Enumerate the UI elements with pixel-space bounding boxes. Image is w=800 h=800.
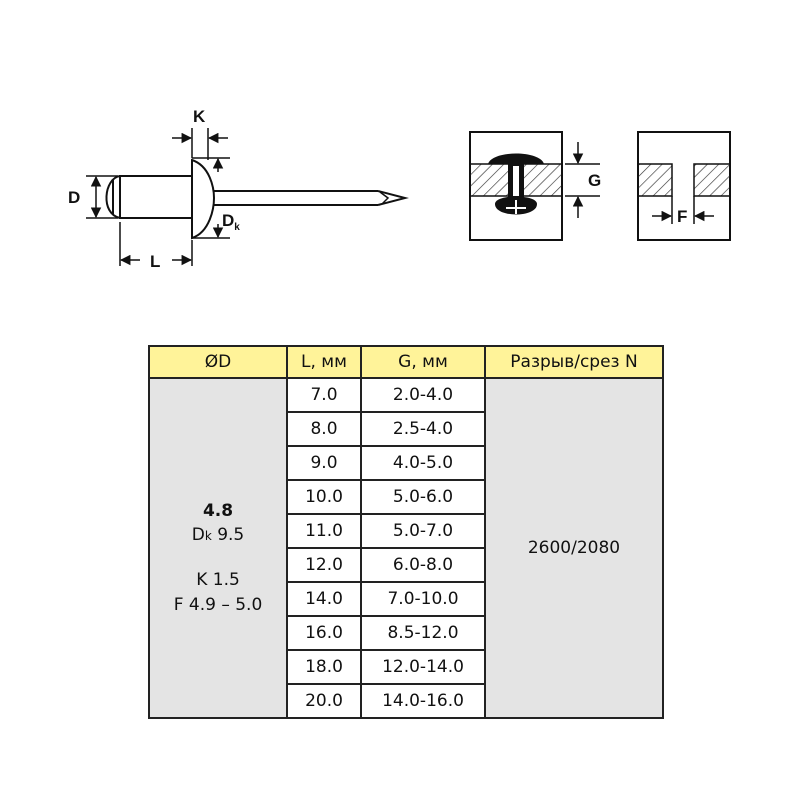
label-g: G [588, 171, 602, 190]
header-diameter: ØD [149, 346, 287, 378]
strength-cell: 2600/2080 [485, 378, 663, 718]
grip-cell: 8.5-12.0 [361, 616, 485, 650]
label-k: K [193, 107, 206, 126]
length-cell: 10.0 [287, 480, 361, 514]
grip-cell: 4.0-5.0 [361, 446, 485, 480]
grip-cell: 5.0-7.0 [361, 514, 485, 548]
f-value: F 4.9 – 5.0 [173, 594, 263, 615]
length-cell: 9.0 [287, 446, 361, 480]
dk-value: Dk 9.5 [191, 525, 245, 546]
length-cell: 7.0 [287, 378, 361, 412]
length-cell: 11.0 [287, 514, 361, 548]
dimension-k [172, 128, 228, 160]
length-cell: 12.0 [287, 548, 361, 582]
grip-cell: 5.0-6.0 [361, 480, 485, 514]
label-d: D [68, 188, 81, 207]
header-grip: G, мм [361, 346, 485, 378]
grip-cell: 7.0-10.0 [361, 582, 485, 616]
header-length: L, мм [287, 346, 361, 378]
length-cell: 14.0 [287, 582, 361, 616]
grip-cell: 2.0-4.0 [361, 378, 485, 412]
spec-table [148, 345, 664, 719]
grip-cell: 2.5-4.0 [361, 412, 485, 446]
grip-cell: 12.0-14.0 [361, 650, 485, 684]
k-value: K 1.5 [196, 570, 240, 590]
length-cell: 20.0 [287, 684, 361, 718]
length-cell: 16.0 [287, 616, 361, 650]
table-row [149, 378, 663, 412]
grip-cell: 14.0-16.0 [361, 684, 485, 718]
label-dk: $D_k$ [222, 211, 240, 233]
grip-cell: 6.0-8.0 [361, 548, 485, 582]
label-f: F [677, 207, 688, 226]
header-strength: Разрыв/срез N [485, 346, 663, 378]
rivet-side-view [106, 160, 405, 238]
detail-grip-range [470, 132, 562, 240]
rivet-drawing [0, 0, 800, 320]
label-l: L [150, 252, 161, 271]
diameter-value: 4.8 [202, 500, 234, 521]
length-cell: 18.0 [287, 650, 361, 684]
diameter-cell [149, 378, 287, 718]
length-cell: 8.0 [287, 412, 361, 446]
table-header-row [149, 346, 663, 378]
